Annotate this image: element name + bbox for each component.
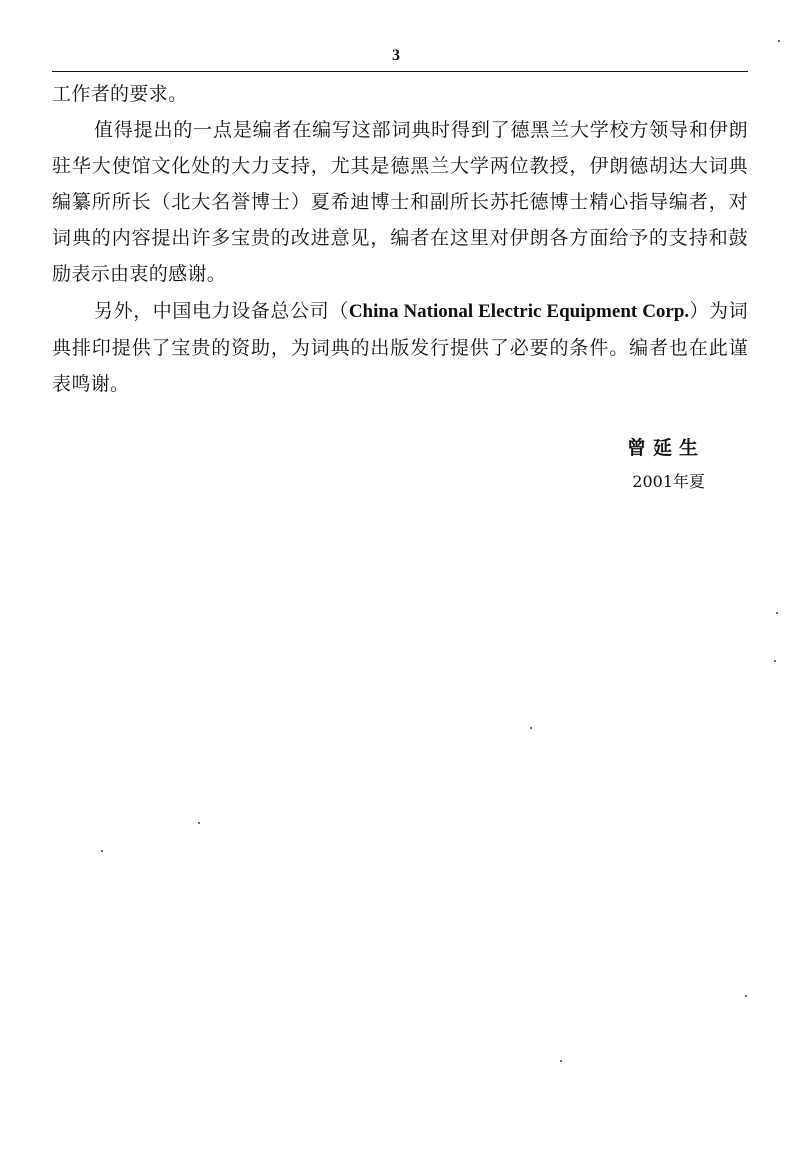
author-signature: 曾延生 xyxy=(626,437,705,459)
sponsor-text-after: ）为词典排印提供了宝贵的资助，为词典的出版发行提供了必要的条件。编者也在此谨表鸣谢。 xyxy=(52,299,748,395)
scan-speck xyxy=(745,995,747,997)
scan-speck xyxy=(198,822,200,824)
scan-speck xyxy=(776,612,778,614)
scan-speck xyxy=(560,1060,562,1062)
signature-date: 2001年夏 xyxy=(632,472,705,491)
scan-speck xyxy=(101,850,103,852)
sponsor-text-before: 另外，中国电力设备总公司（ xyxy=(94,299,349,322)
header-rule xyxy=(52,71,748,72)
paragraph-continuation: 工作者的要求。 xyxy=(52,83,188,105)
paragraph-acknowledgement-iran: 值得提出的一点是编者在编写这部词典时得到了德黑兰大学校方领导和伊朗驻华大使馆文化处的大力支持，尤其是德黑兰大学两位教授，伊朗德胡达大词典编纂所所长（北大名誉博士）夏希迪博士和副所长苏托德博士精心指导编者，对词典的内容提出许多宝贵的改进意见，编者在这里对伊朗各方面给予的支持和鼓励表示由衷的感谢。 xyxy=(52,119,748,286)
page-number: 3 xyxy=(392,47,400,64)
scan-speck xyxy=(778,40,780,42)
paragraph-acknowledgement-sponsor xyxy=(52,293,748,402)
scan-speck xyxy=(530,727,532,729)
body-text xyxy=(52,76,748,402)
sponsor-company-english-name: China National Electric Equipment Corp. xyxy=(348,300,690,322)
scan-speck xyxy=(774,660,776,662)
